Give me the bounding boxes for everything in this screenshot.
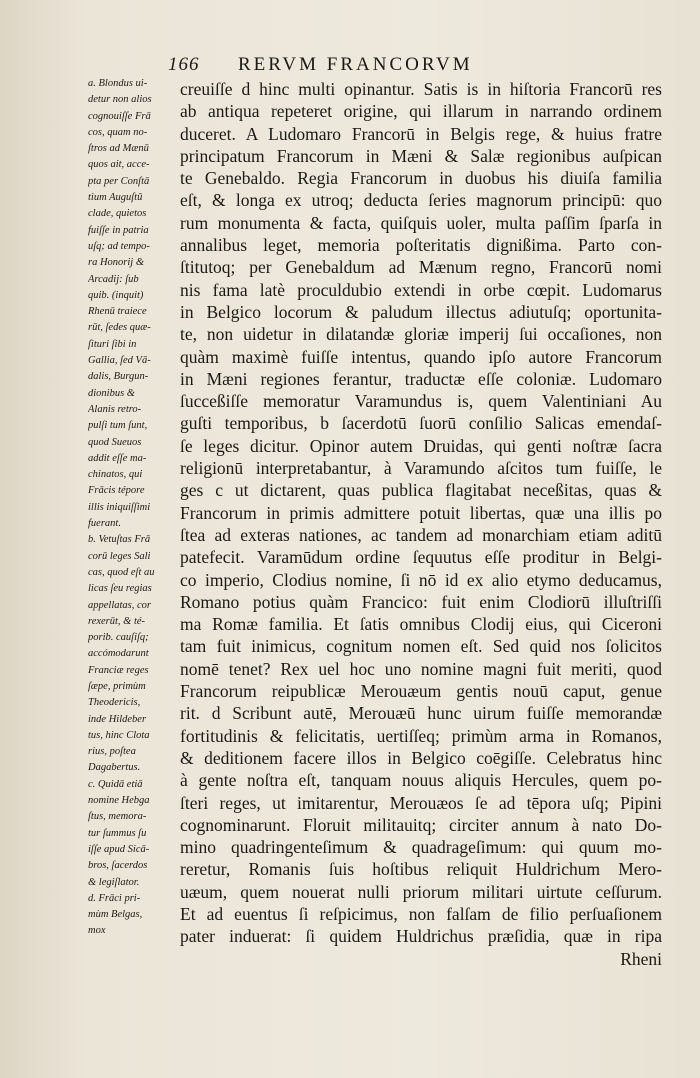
text-line: creuiſſe d hinc multi opinantur. Satis is in hiſtoria Francorū res (180, 79, 662, 99)
margin-note-line: quos ait, acce- (88, 159, 150, 171)
margin-note-line: corū leges Sali (88, 550, 151, 562)
text-line: ſe leges dicitur. Opinor autem Druidas, qui genti noſtræ ſacra (180, 435, 662, 456)
text-line: mino quadringenteſimum & quadrageſimum: qui quum mo- (180, 837, 662, 858)
margin-note-line: dalis, Burgun- (88, 371, 149, 383)
text-line: te, non uidetur in dilatandæ gloriæ imperij ſui occaſiones, non (180, 324, 662, 345)
margin-note-line: c. Quidā etiā (88, 778, 143, 790)
main-text-block (180, 78, 662, 970)
margin-note-line: cas, quod eſt au (88, 566, 155, 578)
text-line: ſtitutoq; per Genebaldum ad Mænum regno, Francorū nomi (180, 257, 662, 278)
margin-note-line: quod Sueuos (88, 436, 142, 448)
margin-note-line: ſtros ad Mænū (88, 143, 149, 155)
margin-note-line: mox (88, 925, 106, 937)
text-line: Francorum reipublicæ Merouæum gentis nouū caput, genue (180, 681, 662, 702)
margin-note-line: bros, ſacerdos (88, 860, 148, 872)
text-line: ſucceßiſſe memoratur Varamundus is, quem Valentiniani Au (180, 391, 662, 412)
text-line: annalibus leget, memoria poſteritatis dignißima. Parto con- (180, 235, 662, 256)
text-line: ſtea ad exteras nationes, ac tandem ad monarchiam etiam aditū (180, 524, 662, 545)
margin-note-line: cognouiſſe Frā (88, 110, 151, 122)
text-line: & deditionem facere illos in Belgico coēgiſſe. Celebratus hinc (180, 747, 662, 768)
margin-note-line: illis iniquiſſimi (88, 501, 151, 513)
margin-note-line: licas ſeu regias (88, 583, 152, 595)
margin-note-line: ſtus, memora- (88, 811, 147, 823)
margin-note-line: b. Vetuſtas Frā (88, 534, 151, 546)
text-line: ges c ut dictarent, quas publica flagitabat neceßitas, quas & (180, 480, 662, 501)
margin-note-line: cos, quam no- (88, 126, 148, 138)
margin-note-line: porib. cauſiſq; (88, 632, 149, 644)
margin-note-line: nomine Hebga (88, 795, 150, 807)
margin-note-line: quib. (inquit) (88, 289, 144, 301)
margin-note-line: rius, poſtea (88, 746, 136, 758)
margin-note-line: ra Honorij & (88, 257, 145, 269)
margin-note-line: mùm Belgas, (88, 909, 143, 921)
margin-note-line: inde Hildeber (88, 713, 147, 725)
margin-note-line: Gallia, ſed Vā- (88, 355, 151, 367)
margin-note-line: Arcadij: ſub (88, 273, 139, 285)
text-line: tam fuit inimicus, cognitum nomen eſt. Sed quid nos ſolicitos (180, 636, 662, 657)
text-line: co imperio, Clodius nomine, ſi nō id ex alio etymo deducamus, (180, 569, 662, 590)
margin-note-line: uſq; ad tempo- (88, 240, 150, 252)
text-line: Francorum in primis admittere potuit libertas, quæ una illis po (180, 502, 662, 523)
margin-note-line: appellatas, cor (88, 599, 151, 611)
margin-note-line: dionibus & (88, 387, 135, 399)
margin-note-line: ſæpe, primùm (88, 680, 146, 692)
margin-note-line: Theodericis, (88, 697, 141, 709)
margin-note-line: clade, quietos (88, 208, 147, 220)
margin-note-line: Frācis tépore (88, 485, 145, 497)
text-line: pater induerat: ſi quidem Huldrichus præſidia, quæ in ripa (180, 926, 662, 947)
margin-note-line: tus, hinc Clota (88, 729, 150, 741)
text-line: rit. d Scribunt autē, Merouæū hunc uirum fuiſſe memorandæ (180, 703, 662, 724)
text-line: ma Romæ familia. Et ſatis omnibus Clodij eius, qui Ciceroni (180, 614, 662, 635)
text-line: Rheni (620, 948, 662, 969)
margin-note-line: Rhenū traiece (88, 306, 147, 318)
margin-note-line: pta per Conſtā (88, 175, 150, 187)
margin-note-line: Alanis retro- (88, 403, 142, 415)
text-line: quàm maximè fuiſſe intentus, quando ipſo autore Francorum (180, 346, 662, 367)
text-line: principatum Francorum in Mæni & Salæ regionibus auſpican (180, 145, 662, 166)
margin-note-line: iſſe apud Sicā- (88, 843, 150, 855)
text-line: à gente noſtra eſt, tanquam nouus aliquis Hercules, quem po- (180, 770, 662, 791)
text-line: Romano potius quàm Francico: fuit enim Clodiorū illuſtriſſi (180, 591, 662, 612)
margin-note-line: d. Frāci pri- (88, 892, 141, 904)
text-line: patefecit. Varamūdum ordine ſequutus eſſe proditur in Belgi- (180, 547, 662, 568)
page-header (168, 54, 668, 80)
text-line: in Mæni regiones ferantur, traductæ eſſe coloniæ. Ludomaro (180, 368, 662, 389)
margin-notes (88, 76, 180, 940)
margin-note-line: ſituri ſibi in (88, 338, 137, 350)
margin-note-line: fuiſſe in patria (88, 224, 149, 236)
text-line: duceret. A Ludomaro Francorū in Belgis rege, & huius fratre (180, 123, 662, 144)
text-line: rum monumenta & facta, quiſquis uoler, multa paſſim ſparſa in (180, 212, 662, 233)
margin-note-line: addit eſſe ma- (88, 452, 147, 464)
margin-note-line: accómodarunt (88, 648, 149, 660)
margin-note-line: tium Auguſtū (88, 192, 143, 204)
margin-note-line: a. Blondus ui- (88, 78, 148, 89)
margin-note-line: tur ſummus ſu (88, 827, 147, 839)
margin-note-line: detur non alios (88, 94, 152, 106)
text-line: fortitudinis & felicitatis, uertiſſeq; primùm arma in Romanos, (180, 725, 662, 746)
margin-note-line: Franciæ reges (88, 664, 149, 676)
margin-note-line: rexerūt, & té- (88, 615, 146, 627)
margin-note-line: fuerant. (88, 518, 121, 530)
margin-note-line: Dagabertus. (88, 762, 141, 774)
text-line: nis fama latè proculdubio extendi in orbe cœpit. Ludomarus (180, 279, 662, 300)
text-line: ab antiqua repeteret origine, qui illarum in narrando ordinem (180, 101, 662, 122)
margin-note-line: & legiſlator. (88, 876, 140, 888)
text-line: in Belgico locorum & paludum illectus adiutuſq; oportunita- (180, 301, 662, 322)
text-line: ſteri reges, ut imitarentur, Merouæos ſe ad tēpora uſq; Pipini (180, 792, 662, 813)
text-line: nomē tenet? Rex uel hoc uno nomine magni fuit meriti, quod (180, 658, 662, 679)
margin-note-line: chinatos, qui (88, 469, 143, 481)
text-line: guſti temporibus, b ſacerdotū ſuorū conſilio Salicas emendaſ- (180, 413, 662, 434)
text-line: uæum, quem nouerat nulli priorum militari uirtute ceſſurum. (180, 881, 662, 902)
margin-note-line: rūt, ſedes quæ- (88, 322, 151, 334)
text-line: religionū interpretabantur, à Varamundo aſcitos tum fuiſſe, le (180, 458, 662, 479)
text-line: Et ad euentus ſi reſpicimus, non falſam de filio perſuaſionem (180, 903, 662, 924)
running-title: RERVM FRANCORVM (238, 54, 473, 75)
folio-number: 166 (168, 54, 200, 75)
text-line: cognominarunt. Floruit militauitq; circiter annum à nato Do- (180, 814, 662, 835)
text-line: eſt, & longa ex utroq; deducta ſeries magnorum principū: quo (180, 190, 662, 211)
margin-note-line: pulſi tum ſunt, (88, 420, 148, 432)
text-line: te Genebaldo. Regia Francorum in duobus his diuiſa familia (180, 168, 662, 189)
text-line: reretur, Romanis ſuis hoſtibus reliquit Huldrichum Mero- (180, 859, 662, 880)
